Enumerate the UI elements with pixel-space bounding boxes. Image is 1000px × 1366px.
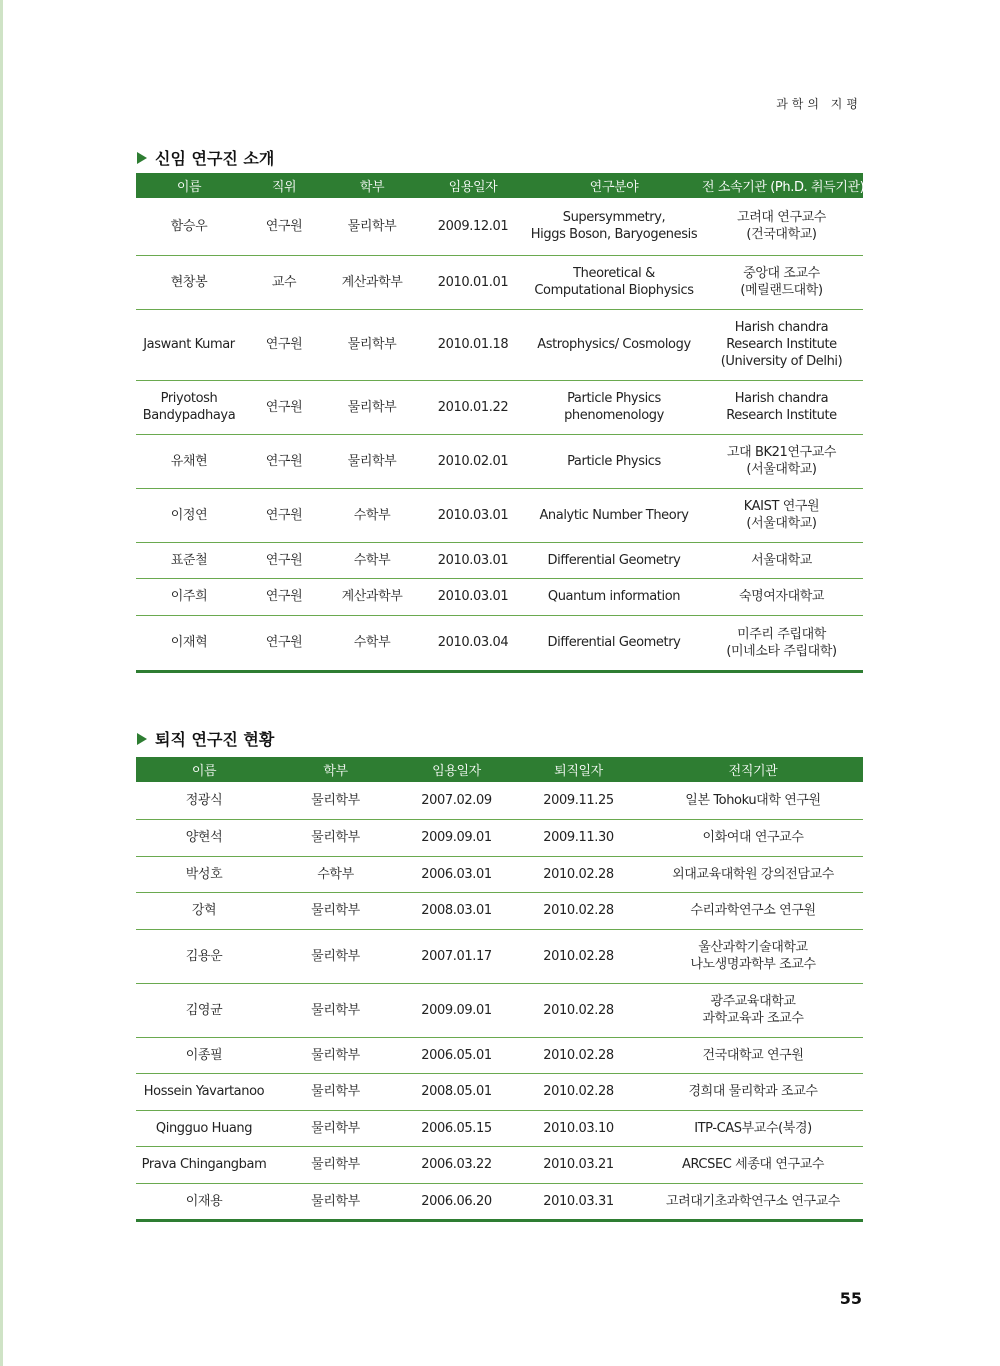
column-header: 이름 [136,173,242,198]
running-head: 과학의 지평 [776,97,862,111]
cell-date: 2010.01.01 [418,255,528,309]
cell-field: Differential Geometry [528,615,700,671]
retired-researchers-title: 퇴직 연구진 현황 [155,730,275,749]
table-row [136,380,863,434]
cell-position: 연구원 [242,542,326,578]
cell-name: 이주희 [136,578,242,615]
cell-destination: 외대교육대학원 강의전담교수 [643,856,863,892]
cell-field: Differential Geometry [528,542,700,578]
cell-school: 물리학부 [272,1183,399,1220]
cell-previous: 서울대학교 [700,542,863,578]
column-header: 학부 [326,173,418,198]
cell-position: 연구원 [242,615,326,671]
table-row [136,434,863,488]
new-researchers-heading [137,146,274,169]
cell-destination: 일본 Tohoku대학 연구원 [643,782,863,819]
cell-retired: 2009.11.25 [514,782,643,819]
cell-destination: ARCSEC 세종대 연구교수 [643,1146,863,1183]
cell-hired: 2006.05.15 [399,1110,514,1146]
table-row [136,1146,863,1183]
cell-date: 2010.02.01 [418,434,528,488]
retired-researchers-table [136,757,863,1222]
cell-school: 계산과학부 [326,255,418,309]
cell-name: 박성호 [136,856,272,892]
cell-school: 물리학부 [326,434,418,488]
cell-hired: 2009.09.01 [399,983,514,1037]
cell-school: 물리학부 [272,1073,399,1110]
cell-hired: 2006.03.22 [399,1146,514,1183]
column-header: 연구분야 [528,173,700,198]
column-header: 전직기관 [643,757,863,782]
cell-name: Qingguo Huang [136,1110,272,1146]
cell-retired: 2010.02.28 [514,1037,643,1073]
cell-field: Theoretical & Computational Biophysics [528,255,700,309]
cell-name: 이정연 [136,488,242,542]
cell-retired: 2010.02.28 [514,1073,643,1110]
table-row [136,542,863,578]
table-row [136,615,863,671]
column-header: 직위 [242,173,326,198]
cell-position: 연구원 [242,488,326,542]
cell-hired: 2006.05.01 [399,1037,514,1073]
column-header: 전 소속기관 (Ph.D. 취득기관) [700,173,863,198]
cell-hired: 2007.02.09 [399,782,514,819]
cell-position: 연구원 [242,434,326,488]
page-edge-accent [0,0,3,1366]
retired-researchers-heading [137,727,274,750]
table-row [136,782,863,819]
cell-school: 수학부 [326,488,418,542]
cell-field: Particle Physics phenomenology [528,380,700,434]
cell-name: Priyotosh Bandypadhaya [136,380,242,434]
cell-school: 물리학부 [326,309,418,380]
column-header: 임용일자 [418,173,528,198]
cell-school: 계산과학부 [326,578,418,615]
cell-school: 물리학부 [272,782,399,819]
cell-previous: 고대 BK21연구교수 (서울대학교) [700,434,863,488]
page-number: 55 [839,1289,862,1308]
cell-previous: 숙명여자대학교 [700,578,863,615]
cell-name: 현창봉 [136,255,242,309]
cell-school: 물리학부 [272,1146,399,1183]
table-row [136,488,863,542]
cell-name: 함승우 [136,198,242,255]
cell-school: 물리학부 [272,929,399,983]
cell-school: 수학부 [272,856,399,892]
cell-previous: 고려대 연구교수 (건국대학교) [700,198,863,255]
cell-previous: Harish chandra Research Institute [700,380,863,434]
cell-destination: 고려대기초과학연구소 연구교수 [643,1183,863,1220]
triangle-bullet-icon [137,152,147,164]
cell-retired: 2010.02.28 [514,892,643,929]
cell-name: Hossein Yavartanoo [136,1073,272,1110]
cell-name: 김용운 [136,929,272,983]
cell-date: 2010.03.01 [418,542,528,578]
cell-school: 물리학부 [272,1037,399,1073]
cell-school: 물리학부 [272,892,399,929]
cell-school: 물리학부 [272,819,399,856]
table-row [136,578,863,615]
column-header: 이름 [136,757,272,782]
table-row [136,929,863,983]
cell-destination: 수리과학연구소 연구원 [643,892,863,929]
cell-retired: 2009.11.30 [514,819,643,856]
cell-previous: 중앙대 조교수 (메릴랜드대학) [700,255,863,309]
cell-name: 이재용 [136,1183,272,1220]
new-researchers-table [136,173,863,673]
cell-field: Quantum information [528,578,700,615]
triangle-bullet-icon [137,733,147,745]
cell-name: Prava Chingangbam [136,1146,272,1183]
column-header: 학부 [272,757,399,782]
cell-retired: 2010.02.28 [514,983,643,1037]
cell-retired: 2010.03.21 [514,1146,643,1183]
cell-name: Jaswant Kumar [136,309,242,380]
cell-position: 연구원 [242,309,326,380]
cell-previous: Harish chandra Research Institute (University of Delhi) [700,309,863,380]
cell-hired: 2006.03.01 [399,856,514,892]
cell-destination: 광주교육대학교 과학교육과 조교수 [643,983,863,1037]
column-header: 퇴직일자 [514,757,643,782]
cell-school: 물리학부 [326,380,418,434]
cell-position: 교수 [242,255,326,309]
cell-position: 연구원 [242,198,326,255]
cell-field: Astrophysics/ Cosmology [528,309,700,380]
cell-name: 김영균 [136,983,272,1037]
table-row [136,1037,863,1073]
cell-destination: 이화여대 연구교수 [643,819,863,856]
table-row [136,892,863,929]
cell-previous: 미주리 주립대학 (미네소타 주립대학) [700,615,863,671]
table-row [136,1183,863,1220]
cell-school: 수학부 [326,615,418,671]
cell-field: Supersymmetry, Higgs Boson, Baryogenesis [528,198,700,255]
cell-school: 물리학부 [326,198,418,255]
cell-retired: 2010.03.31 [514,1183,643,1220]
cell-destination: 울산과학기술대학교 나노생명과학부 조교수 [643,929,863,983]
cell-destination: ITP-CAS부교수(북경) [643,1110,863,1146]
cell-hired: 2007.01.17 [399,929,514,983]
cell-name: 강혁 [136,892,272,929]
cell-hired: 2009.09.01 [399,819,514,856]
cell-date: 2010.01.18 [418,309,528,380]
table-row [136,983,863,1037]
table-row [136,309,863,380]
cell-previous: KAIST 연구원 (서울대학교) [700,488,863,542]
cell-date: 2009.12.01 [418,198,528,255]
cell-name: 양현석 [136,819,272,856]
cell-retired: 2010.03.10 [514,1110,643,1146]
cell-name: 정광식 [136,782,272,819]
cell-destination: 경희대 물리학과 조교수 [643,1073,863,1110]
cell-date: 2010.03.04 [418,615,528,671]
cell-destination: 건국대학교 연구원 [643,1037,863,1073]
cell-retired: 2010.02.28 [514,929,643,983]
cell-date: 2010.01.22 [418,380,528,434]
cell-school: 물리학부 [272,1110,399,1146]
table-header-row [136,757,863,782]
table-row [136,1110,863,1146]
cell-hired: 2008.05.01 [399,1073,514,1110]
table-header-row [136,173,863,198]
column-header: 임용일자 [399,757,514,782]
cell-hired: 2008.03.01 [399,892,514,929]
cell-hired: 2006.06.20 [399,1183,514,1220]
table-row [136,198,863,255]
cell-date: 2010.03.01 [418,578,528,615]
cell-name: 이재혁 [136,615,242,671]
cell-field: Particle Physics [528,434,700,488]
table-row [136,1073,863,1110]
cell-position: 연구원 [242,578,326,615]
table-row [136,255,863,309]
cell-name: 유채현 [136,434,242,488]
cell-field: Analytic Number Theory [528,488,700,542]
cell-name: 이종필 [136,1037,272,1073]
cell-school: 수학부 [326,542,418,578]
cell-retired: 2010.02.28 [514,856,643,892]
cell-position: 연구원 [242,380,326,434]
cell-school: 물리학부 [272,983,399,1037]
new-researchers-title: 신임 연구진 소개 [155,149,275,168]
table-row [136,819,863,856]
cell-name: 표준철 [136,542,242,578]
table-row [136,856,863,892]
cell-date: 2010.03.01 [418,488,528,542]
